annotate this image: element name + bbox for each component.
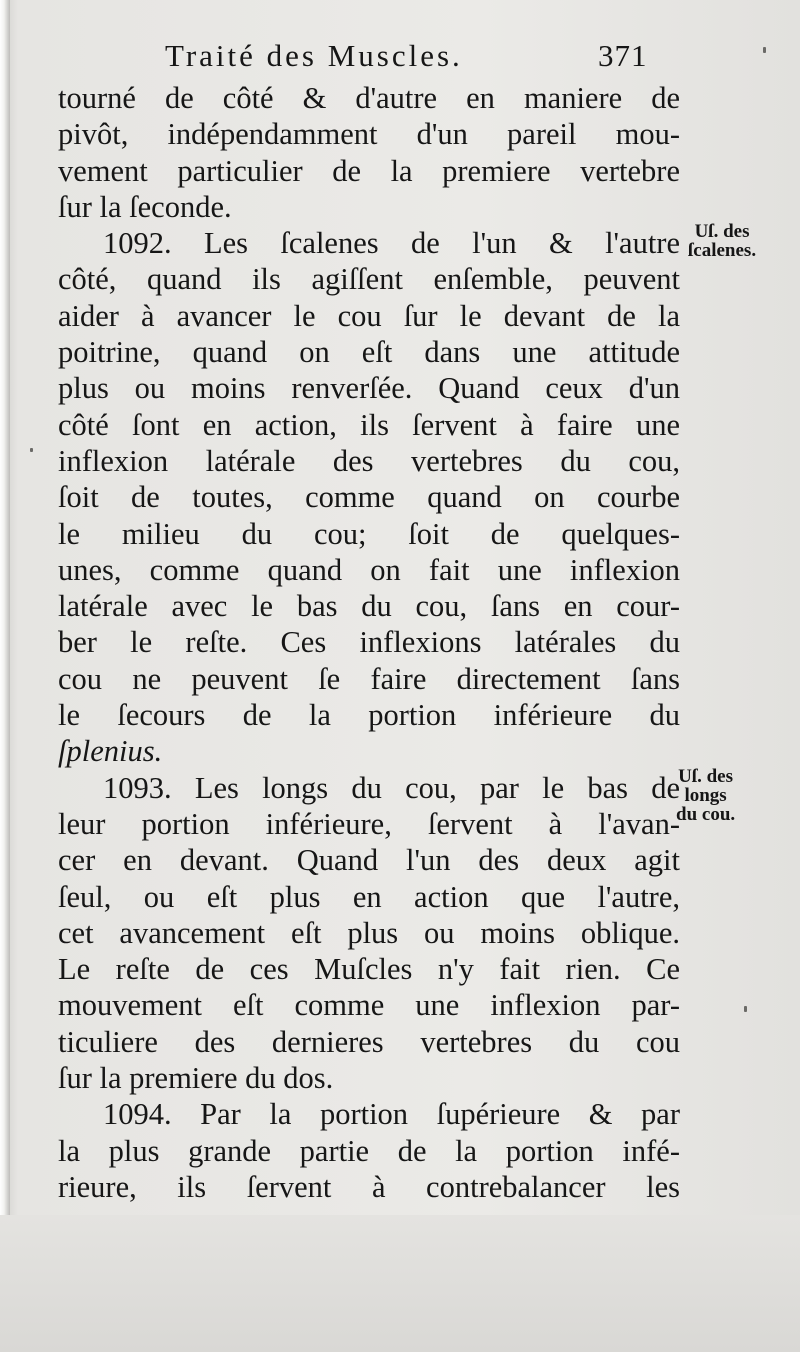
text-line: ber le reſte. Ces inflexions latérales du (58, 625, 680, 660)
text-line: le ſecours de la portion inférieure du (58, 698, 680, 733)
margin-note-line: ſcalenes. (688, 240, 757, 261)
paragraph-start-1094: 1094. Par la portion ſupérieure & par (103, 1097, 680, 1132)
text-line: plus ou moins renverſée. Quand ceux d'un (58, 371, 680, 406)
running-header (165, 38, 725, 80)
text-line: la plus grande partie de la portion infé- (58, 1133, 680, 1168)
body-text (58, 80, 680, 1205)
text-line: leur portion inférieure, ſervent à l'avan- (58, 806, 680, 841)
text-line: pivôt, indépendamment d'un pareil mou- (58, 117, 680, 152)
paragraph-start-1092: 1092. Les ſcalenes de l'un & l'autre (103, 226, 680, 261)
paragraph-start-1093: 1093. Les longs du cou, par le bas de (103, 770, 680, 805)
text-line: le milieu du cou; ſoit de quelques- (58, 516, 680, 551)
paper-speck (763, 47, 766, 53)
text-line: vement particulier de la premiere vertebre (58, 153, 680, 188)
text-line: inflexion latérale des vertebres du cou, (58, 443, 680, 478)
text-line: côté ſont en action, ils ſervent à faire une (58, 407, 680, 442)
text-line: unes, comme quand on fait une inflexion (58, 552, 680, 587)
text-line: mouvement eſt comme une inflexion par- (58, 988, 680, 1023)
margin-note-line: Uſ. des (694, 221, 750, 242)
page-lower-margin (0, 1215, 800, 1352)
text-line: cou ne peuvent ſe faire directement ſans (58, 661, 680, 696)
page-number: 371 (598, 38, 648, 73)
text-line: cer en devant. Quand l'un des deux agit (58, 843, 680, 878)
text-line: côté, quand ils agiſſent enſemble, peuvent (58, 262, 680, 297)
paper-speck (744, 1006, 747, 1012)
margin-note-longs (676, 767, 735, 824)
margin-note-line: longs (684, 785, 727, 806)
text-line: Le reſte de ces Muſcles n'y fait rien. Ce (58, 952, 680, 987)
text-line: ſplenius. (58, 734, 163, 769)
margin-note-line: Uſ. des (678, 766, 734, 787)
text-line: ſur la ſeconde. (58, 189, 232, 224)
margin-note-scalenes (688, 222, 756, 260)
text-line: ſur la premiere du dos. (58, 1061, 334, 1096)
text-line: aider à avancer le cou ſur le devant de la (58, 298, 680, 333)
text-line: rieure, ils ſervent à contrebalancer les (58, 1169, 680, 1204)
text-line: ſeul, ou eſt plus en action que l'autre, (58, 879, 680, 914)
text-line: tourné de côté & d'autre en maniere de (58, 81, 680, 115)
text-line: latérale avec le bas du cou, ſans en cour- (58, 589, 680, 624)
running-title: Traité des Muscles. (165, 38, 463, 73)
text-line: poitrine, quand on eſt dans une attitude (58, 335, 680, 370)
text-line: ticuliere des dernieres vertebres du cou (58, 1024, 680, 1059)
text-line: ſoit de toutes, comme quand on courbe (58, 480, 680, 515)
page-gutter-edge (0, 0, 10, 1352)
margin-note-line: du cou. (676, 804, 736, 825)
paper-speck (30, 448, 33, 452)
text-line: cet avancement eſt plus ou moins oblique. (58, 915, 680, 950)
